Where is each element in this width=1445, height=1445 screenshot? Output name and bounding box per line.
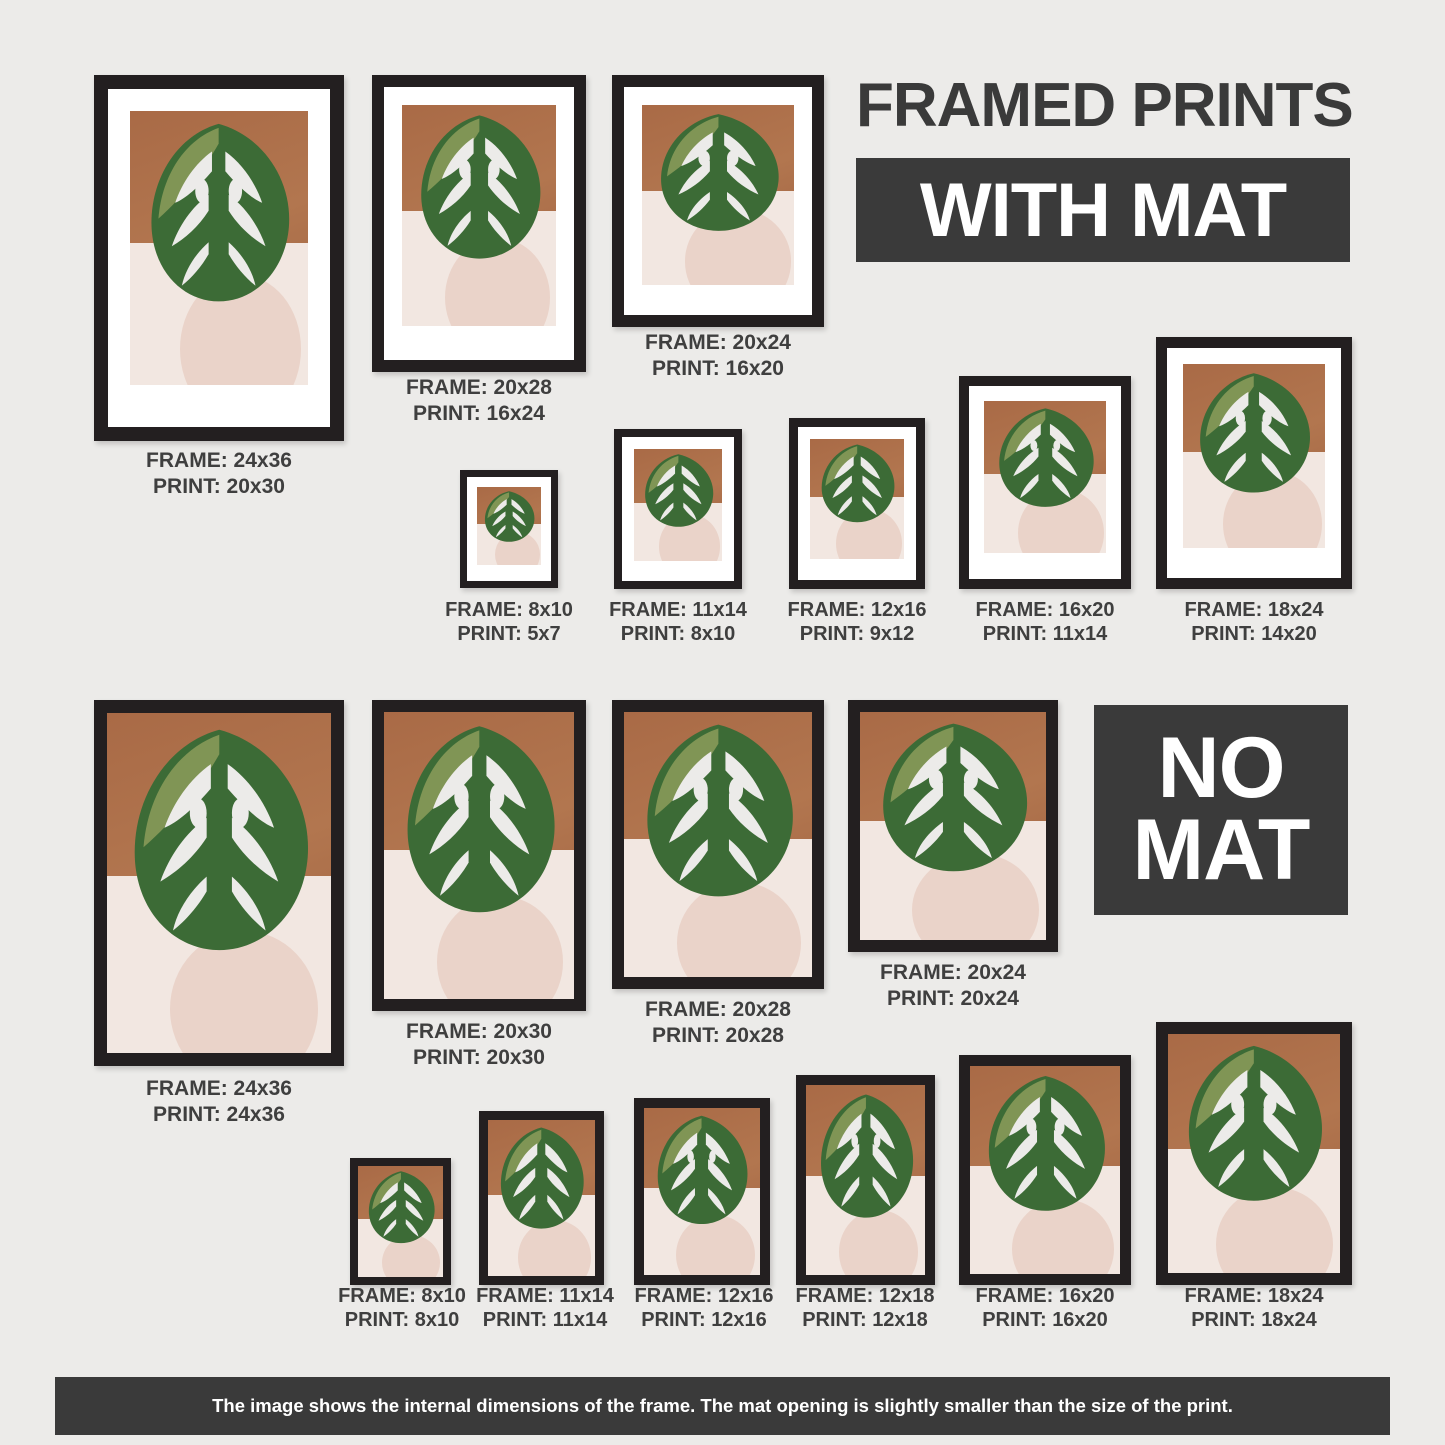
- artwork: [1168, 1034, 1340, 1273]
- caption-print: PRINT: 14x20: [1191, 623, 1317, 646]
- mat: [798, 427, 916, 580]
- caption-frame: FRAME: 18x24: [1184, 599, 1324, 621]
- monstera-leaf-icon: [630, 717, 807, 908]
- artwork: [358, 1166, 443, 1277]
- artwork: [860, 712, 1046, 940]
- caption-print: PRINT: 11x14: [482, 1309, 608, 1332]
- caption-with-mat-18x24: [1174, 598, 1334, 647]
- framed-print-with-mat-8x10[interactable]: [460, 470, 558, 588]
- caption-frame: FRAME: 11x14: [609, 599, 747, 621]
- framed-print-no-mat-20x28[interactable]: [612, 700, 824, 989]
- framed-print-no-mat-16x20[interactable]: [959, 1055, 1131, 1285]
- mat: [384, 87, 574, 360]
- caption-print: PRINT: 18x24: [1191, 1309, 1317, 1332]
- caption-print: PRINT: 20x30: [153, 474, 285, 498]
- framed-print-no-mat-11x14[interactable]: [479, 1111, 604, 1285]
- mat: [108, 89, 330, 427]
- artwork: [384, 712, 574, 999]
- mat: [1167, 348, 1341, 578]
- caption-no-mat-20x30: [359, 1019, 599, 1070]
- caption-print: PRINT: 16x24: [413, 401, 545, 425]
- artwork: [488, 1120, 595, 1276]
- caption-frame: FRAME: 20x28: [645, 998, 791, 1021]
- caption-print: PRINT: 11x14: [982, 623, 1108, 646]
- caption-with-mat-8x10: [429, 598, 589, 647]
- monstera-leaf-icon: [390, 718, 569, 925]
- monstera-leaf-icon: [491, 1123, 592, 1235]
- caption-print: PRINT: 8x10: [620, 623, 736, 646]
- caption-with-mat-12x16: [777, 598, 937, 647]
- framed-print-no-mat-18x24[interactable]: [1156, 1022, 1352, 1285]
- heading-framed-prints: FRAMED PRINTS: [856, 71, 1353, 140]
- framed-print-with-mat-12x16[interactable]: [789, 418, 925, 589]
- framed-print-with-mat-20x28[interactable]: [372, 75, 586, 372]
- no-mat-line-1: NO: [1157, 720, 1285, 817]
- caption-print: PRINT: 8x10: [344, 1309, 460, 1332]
- monstera-leaf-icon: [813, 441, 901, 527]
- caption-print: PRINT: 16x20: [652, 356, 784, 380]
- monstera-leaf-icon: [975, 1070, 1116, 1220]
- artwork: [624, 712, 812, 977]
- caption-no-mat-20x24: [833, 960, 1073, 1011]
- mat: [969, 386, 1121, 579]
- caption-no-mat-24x36: [99, 1076, 339, 1127]
- artwork: [402, 105, 556, 326]
- caption-frame: FRAME: 20x24: [880, 961, 1026, 984]
- caption-frame: FRAME: 24x36: [146, 1077, 292, 1100]
- caption-frame: FRAME: 16x20: [975, 599, 1115, 621]
- framed-print-with-mat-18x24[interactable]: [1156, 337, 1352, 589]
- framed-print-no-mat-8x10[interactable]: [350, 1158, 451, 1285]
- caption-with-mat-11x14: [598, 598, 758, 647]
- caption-frame: FRAME: 12x16: [787, 599, 927, 621]
- monstera-leaf-icon: [866, 717, 1041, 881]
- caption-print: PRINT: 20x28: [652, 1023, 784, 1047]
- monstera-leaf-icon: [135, 116, 302, 313]
- artwork: [642, 105, 794, 285]
- artwork: [107, 713, 331, 1053]
- caption-no-mat-12x18: [785, 1284, 945, 1333]
- monstera-leaf-icon: [1187, 368, 1320, 500]
- caption-frame: FRAME: 12x18: [795, 1285, 935, 1307]
- artwork: [806, 1085, 925, 1275]
- caption-no-mat-8x10: [322, 1284, 482, 1333]
- framed-print-no-mat-12x18[interactable]: [796, 1075, 935, 1285]
- framed-print-with-mat-11x14[interactable]: [614, 429, 742, 589]
- mat: [624, 87, 812, 315]
- caption-print: PRINT: 20x30: [413, 1045, 545, 1069]
- footer-note: The image shows the internal dimensions of the frame. The mat opening is slightly smaller than the size of the print.: [55, 1377, 1390, 1435]
- heading-no-mat-band: [1094, 705, 1348, 915]
- artwork: [644, 1108, 760, 1275]
- artwork: [477, 487, 541, 565]
- caption-frame: FRAME: 24x36: [146, 449, 292, 472]
- caption-no-mat-12x16: [624, 1284, 784, 1333]
- framed-print-no-mat-12x16[interactable]: [634, 1098, 770, 1285]
- caption-frame: FRAME: 20x30: [406, 1020, 552, 1043]
- caption-print: PRINT: 16x20: [982, 1309, 1108, 1332]
- no-mat-line-2: MAT: [1132, 802, 1310, 898]
- monstera-leaf-icon: [1173, 1039, 1335, 1211]
- artwork: [810, 439, 904, 559]
- caption-frame: FRAME: 20x24: [645, 331, 791, 354]
- caption-frame: FRAME: 18x24: [1184, 1285, 1324, 1307]
- caption-print: PRINT: 20x24: [887, 986, 1019, 1010]
- monstera-leaf-icon: [479, 489, 539, 545]
- caption-print: PRINT: 9x12: [799, 623, 915, 646]
- caption-frame: FRAME: 16x20: [975, 1285, 1115, 1307]
- caption-with-mat-20x24: [598, 330, 838, 381]
- caption-frame: FRAME: 8x10: [338, 1285, 466, 1307]
- caption-no-mat-11x14: [465, 1284, 625, 1333]
- caption-frame: FRAME: 12x16: [634, 1285, 774, 1307]
- framed-print-with-mat-20x24[interactable]: [612, 75, 824, 327]
- framed-print-with-mat-16x20[interactable]: [959, 376, 1131, 589]
- caption-print: PRINT: 12x18: [802, 1309, 928, 1332]
- monstera-leaf-icon: [637, 451, 720, 532]
- framed-print-no-mat-20x30[interactable]: [372, 700, 586, 1011]
- caption-print: PRINT: 24x36: [153, 1102, 285, 1126]
- artwork: [984, 401, 1106, 553]
- framed-print-with-mat-24x36[interactable]: [94, 75, 344, 441]
- caption-no-mat-16x20: [965, 1284, 1125, 1333]
- caption-no-mat-18x24: [1174, 1284, 1334, 1333]
- monstera-leaf-icon: [810, 1089, 922, 1226]
- caption-with-mat-16x20: [965, 598, 1125, 647]
- monstera-leaf-icon: [114, 720, 325, 965]
- caption-frame: FRAME: 11x14: [476, 1285, 614, 1307]
- artwork: [970, 1066, 1120, 1274]
- monstera-leaf-icon: [361, 1168, 441, 1248]
- monstera-leaf-icon: [647, 109, 790, 239]
- monstera-leaf-icon: [988, 404, 1103, 513]
- caption-print: PRINT: 5x7: [457, 623, 561, 646]
- framed-print-no-mat-24x36[interactable]: [94, 700, 344, 1066]
- monstera-leaf-icon: [407, 109, 552, 268]
- caption-frame: FRAME: 8x10: [445, 599, 573, 621]
- caption-with-mat-24x36: [99, 448, 339, 499]
- caption-with-mat-20x28: [359, 375, 599, 426]
- caption-no-mat-20x28: [598, 997, 838, 1048]
- artwork: [1183, 364, 1325, 548]
- mat: [622, 437, 734, 581]
- framed-print-no-mat-20x24[interactable]: [848, 700, 1058, 952]
- artwork: [130, 111, 308, 385]
- mat: [467, 477, 551, 581]
- monstera-leaf-icon: [647, 1111, 756, 1231]
- caption-print: PRINT: 12x16: [641, 1309, 767, 1332]
- heading-with-mat-band: WITH MAT: [856, 158, 1350, 262]
- caption-frame: FRAME: 20x28: [406, 376, 552, 399]
- artwork: [634, 449, 722, 561]
